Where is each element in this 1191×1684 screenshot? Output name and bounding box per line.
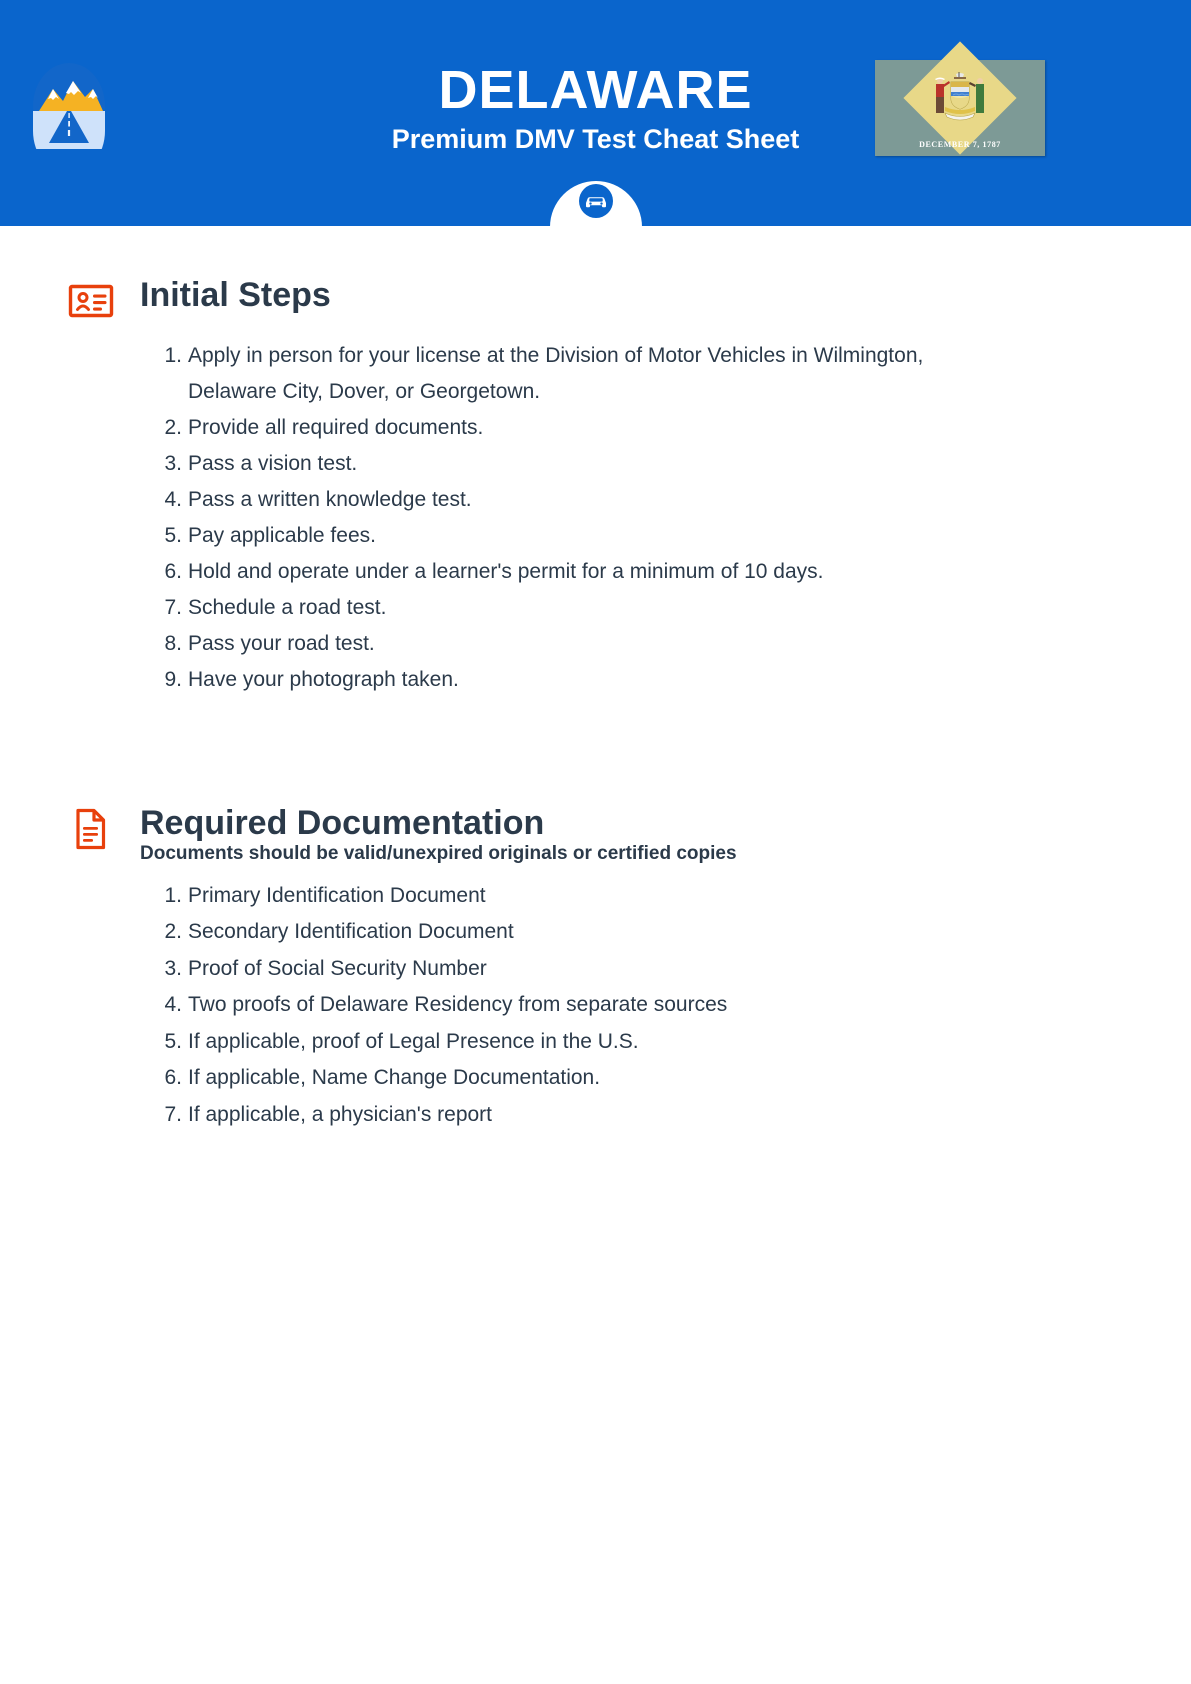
delaware-state-flag: [875, 60, 1045, 156]
flag-coat-of-arms: [929, 72, 991, 124]
list-item: Secondary Identification Document: [188, 920, 514, 944]
list-item: If applicable, a physician's report: [188, 1102, 493, 1126]
page-header-banner: [0, 0, 1191, 226]
list-item: Proof of Social Security Number: [188, 956, 487, 980]
list-item: Pass a vision test.: [188, 452, 358, 475]
section-heading-text: [140, 276, 331, 314]
required-documentation-list: [0, 878, 1191, 1134]
mountain-road-logo-icon: [33, 63, 105, 149]
section-title: Required Documentation: [140, 804, 545, 842]
list-item: Pass a written knowledge test.: [188, 488, 472, 511]
list-item: If applicable, proof of Legal Presence in the U.S.: [188, 1029, 639, 1053]
list-item: If applicable, Name Change Documentation.: [188, 1066, 601, 1090]
car-icon: [579, 184, 613, 218]
flag-date-text: DECEMBER 7, 1787: [919, 140, 1001, 149]
section-required-documentation: [0, 804, 1191, 1133]
header-subtitle: Premium DMV Test Cheat Sheet: [391, 123, 800, 154]
list-item: Have your photograph taken.: [188, 668, 459, 691]
list-item: Primary Identification Document: [188, 883, 486, 907]
initial-steps-list: [0, 338, 1191, 698]
id-card-icon: [68, 278, 114, 324]
section-heading-text: [140, 804, 737, 866]
section-initial-steps: [0, 276, 1191, 698]
section-header: [0, 276, 1191, 324]
section-subtitle: Documents should be valid/unexpired originals or certified copies: [140, 843, 737, 865]
list-item: Provide all required documents.: [188, 416, 484, 439]
state-title: DELAWARE: [438, 60, 753, 120]
document-icon: [68, 806, 114, 852]
page-content: [0, 276, 1191, 1133]
list-item: Hold and operate under a learner's permit for a minimum of 10 days.: [188, 560, 824, 583]
section-header: [0, 804, 1191, 866]
section-title: Initial Steps: [140, 276, 331, 314]
list-item: Pass your road test.: [188, 632, 375, 655]
list-item: Pay applicable fees.: [188, 524, 376, 547]
list-item: Two proofs of Delaware Residency from separate sources: [188, 993, 728, 1017]
list-item: Apply in person for your license at the Division of Motor Vehicles in Wilmington, Delaware City, Dover, or Georgetown.: [188, 344, 924, 403]
list-item: Schedule a road test.: [188, 596, 387, 619]
